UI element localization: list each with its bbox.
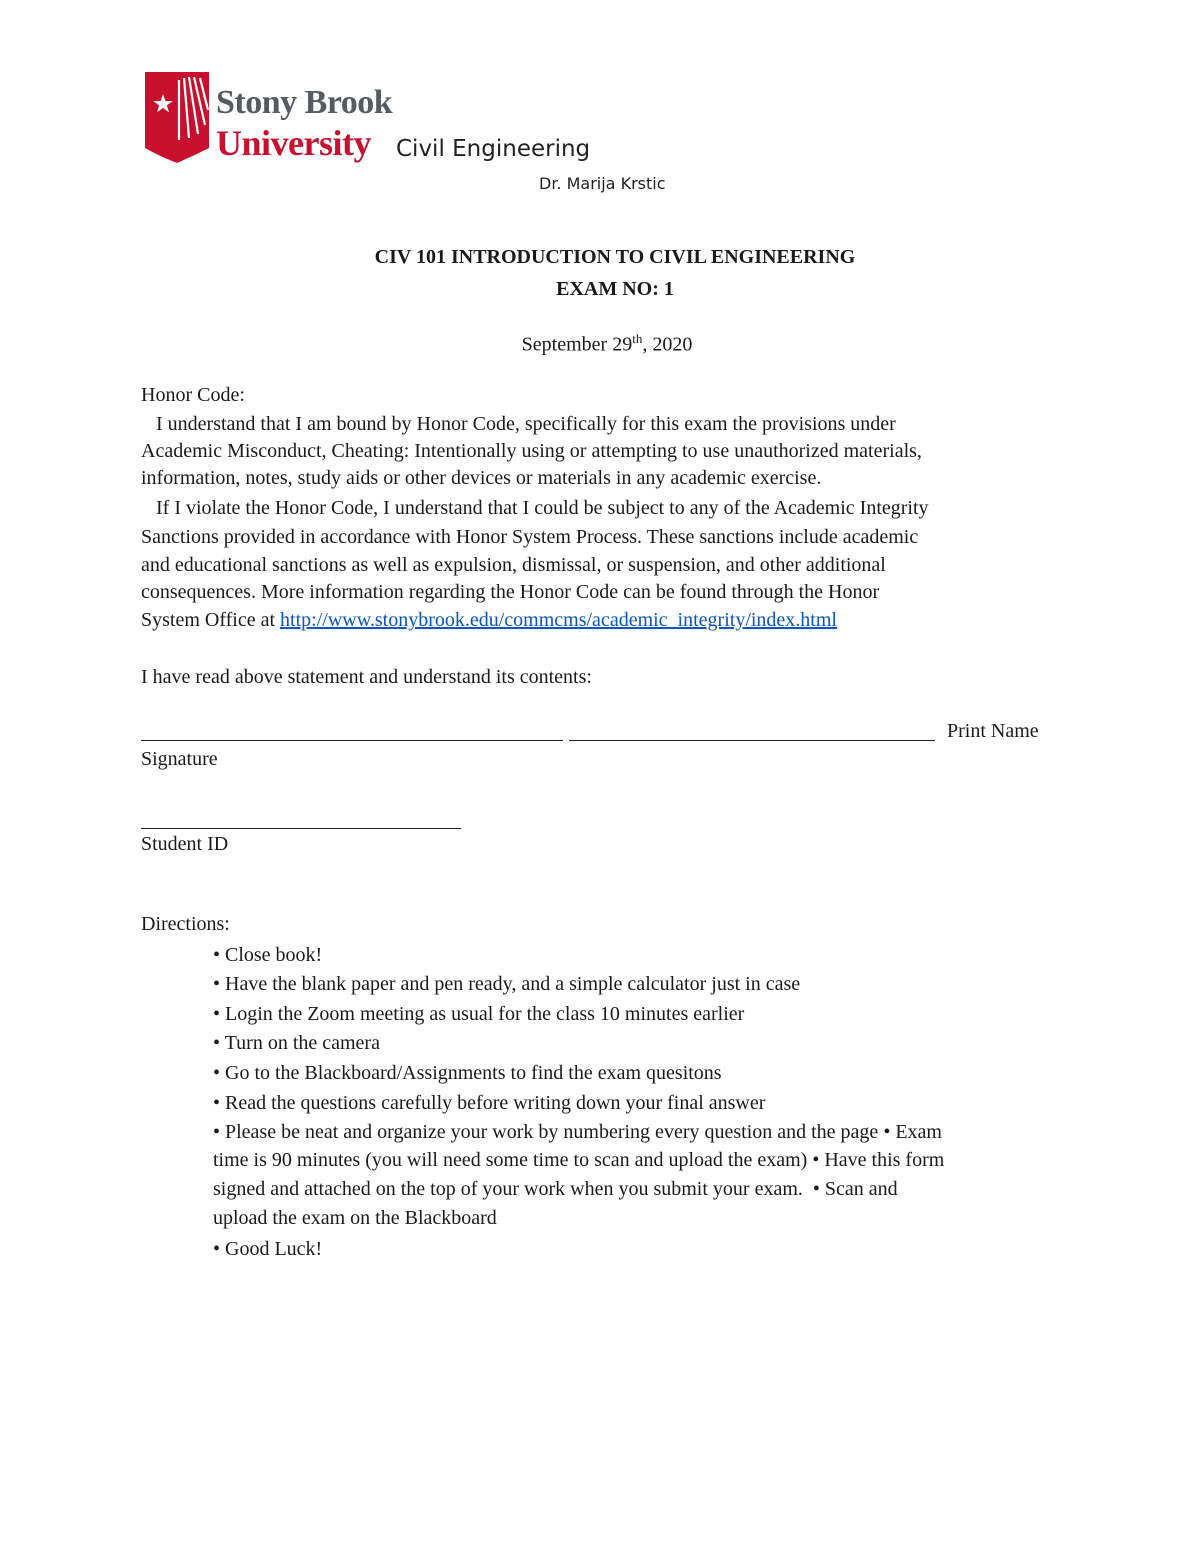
- signature-line: [141, 740, 563, 741]
- list-item: • Read the questions carefully before writing down your final answer: [213, 1092, 766, 1114]
- academic-integrity-link[interactable]: http://www.stonybrook.edu/commcms/academic_integrity/index.html: [280, 609, 837, 631]
- list-item: • Please be neat and organize your work by numbering every question and the page • Exam: [213, 1121, 942, 1143]
- list-item: time is 90 minutes (you will need some time to scan and upload the exam) • Have this form: [213, 1149, 945, 1171]
- honor-p2-line: consequences. More information regarding the Honor Code can be found through the Honor: [141, 581, 880, 603]
- list-item: • Go to the Blackboard/Assignments to find the exam quesitons: [213, 1062, 722, 1084]
- honor-p2-last-line: System Office at http://www.stonybrook.edu/commcms/academic_integrity/index.html: [141, 609, 837, 631]
- student-id-label: Student ID: [141, 833, 229, 855]
- directions-heading: Directions:: [141, 913, 230, 935]
- course-title: CIV 101 INTRODUCTION TO CIVIL ENGINEERING: [374, 246, 856, 268]
- list-item: signed and attached on the top of your work when you submit your exam. • Scan and: [213, 1178, 898, 1200]
- list-item: upload the exam on the Blackboard: [213, 1207, 497, 1229]
- list-item: • Turn on the camera: [213, 1032, 380, 1054]
- honor-p2-line: Sanctions provided in accordance with Honor System Process. These sanctions include academic: [141, 526, 919, 548]
- student-id-line: [141, 828, 461, 829]
- honor-p2-line: and educational sanctions as well as expulsion, dismissal, or suspension, and other additional: [141, 554, 886, 576]
- list-item: • Login the Zoom meeting as usual for the class 10 minutes earlier: [213, 1003, 745, 1025]
- print-name-label: Print Name: [947, 720, 1039, 742]
- logo-wordmark-line1: Stony Brook: [216, 84, 393, 121]
- list-item: • Close book!: [213, 944, 323, 966]
- honor-code-heading: Honor Code:: [141, 384, 245, 406]
- honor-p2-line: If I violate the Honor Code, I understand that I could be subject to any of the Academic Integrity: [141, 497, 929, 519]
- honor-p1-line: information, notes, study aids or other devices or materials in any academic exercise.: [141, 467, 822, 489]
- honor-p1-line: Academic Misconduct, Cheating: Intentionally using or attempting to use unauthorized materials,: [141, 440, 922, 462]
- exam-date: September 29th, 2020: [521, 331, 693, 356]
- list-item: • Good Luck!: [213, 1238, 323, 1260]
- acknowledge-statement: I have read above statement and understand its contents:: [141, 666, 592, 688]
- print-name-line: [569, 740, 935, 741]
- department-name: Civil Engineering: [396, 136, 591, 162]
- exam-number: EXAM NO: 1: [556, 278, 674, 300]
- instructor-name: Dr. Marija Krstic: [539, 174, 666, 193]
- signature-label: Signature: [141, 748, 218, 770]
- honor-p1-line: I understand that I am bound by Honor Code, specifically for this exam the provisions under: [141, 413, 896, 435]
- list-item: • Have the blank paper and pen ready, and a simple calculator just in case: [213, 973, 801, 995]
- logo-wordmark-line2: University: [216, 123, 371, 163]
